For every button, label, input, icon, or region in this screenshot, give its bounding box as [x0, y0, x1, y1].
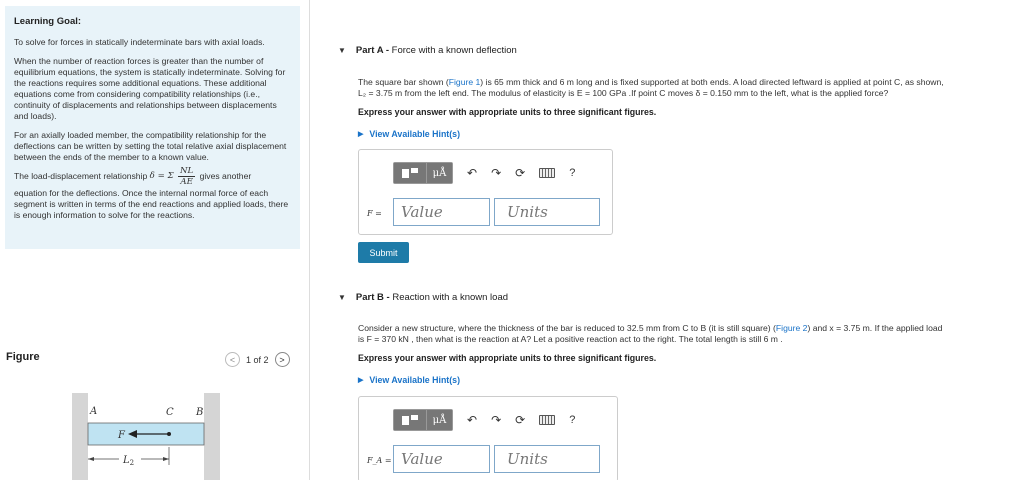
part-a-toolbar — [393, 162, 575, 184]
next-figure-button[interactable]: > — [275, 352, 290, 367]
formula-numerator: NL — [179, 166, 194, 176]
point-b-label: B — [196, 407, 204, 418]
part-b-hint-label: View Available Hint(s) — [369, 375, 460, 385]
hint-caret-icon: ▶ — [358, 377, 364, 384]
figure-page-indicator: 1 of 2 — [246, 354, 269, 365]
fraction-template-icon — [394, 163, 427, 183]
formula-lhs: δ = Σ — [149, 171, 174, 181]
help-icon[interactable]: ? — [569, 414, 576, 426]
bar-figure — [72, 393, 220, 480]
part-b-hint-toggle[interactable] — [358, 375, 460, 385]
part-a-question: The square bar shown (Figure 1) is 65 mm thick and 6 m long and is fixed supported at both ends. A load directed leftward is applied at point C, as shown, L₂ = 3.75 m from the left end. The modulus of elasticity is E = 100 GPa .If point C moves δ = 0.150 mm to the left, what is the applied force? — [358, 77, 944, 98]
part-a-instruction: Express your answer with appropriate units to three significant figures. — [358, 107, 657, 117]
l2-arrow-left — [88, 457, 94, 461]
point-c-dot — [167, 432, 171, 436]
part-b-question-line-2: is F = 370 kN , then what is the reaction at A? Let a positive reaction act to the right. The total length is still 6 m . — [358, 334, 783, 344]
formula-outro: gives another — [199, 170, 252, 181]
formula-intro: The load-displacement relationship — [14, 170, 148, 181]
learning-goal-title: Learning Goal: — [14, 16, 82, 27]
learning-goal-text-2: When the number of reaction forces is greater than the number of equilibrium equations, the system is statically indeterminate. Solving for the reactions requires some additional equations. These additional equations come from considering compatibility relationships (i.e., continuity of displacements and relationships between displacements and loads). — [14, 56, 286, 121]
part-a-submit-button[interactable]: Submit — [358, 242, 409, 263]
part-b-title: Reaction with a known load — [389, 292, 509, 303]
part-a-title: Force with a known deflection — [389, 45, 517, 56]
part-a-header[interactable] — [338, 45, 517, 56]
part-a-value-input[interactable]: Value — [393, 198, 490, 226]
part-a-hint-label: View Available Hint(s) — [369, 129, 460, 139]
part-b-header[interactable] — [338, 292, 508, 303]
part-b-units-input[interactable]: Units — [494, 445, 600, 473]
fraction-template-icon — [394, 410, 427, 430]
main-panel — [330, 0, 1024, 480]
formula-fraction — [178, 166, 195, 187]
figure-title: Figure — [6, 351, 40, 363]
force-label: F — [118, 430, 125, 441]
part-b-answer-box — [358, 396, 618, 480]
part-a-answer-box — [358, 149, 613, 235]
keyboard-icon[interactable] — [539, 168, 555, 178]
units-template-icon: μÅ — [427, 410, 452, 430]
l2-arrow-right — [163, 457, 169, 461]
keyboard-icon[interactable] — [539, 415, 555, 425]
figure-pager — [225, 352, 290, 367]
part-b-instruction: Express your answer with appropriate units to three significant figures. — [358, 353, 657, 363]
figure-2-link[interactable]: Figure 2 — [775, 323, 808, 333]
undo-icon[interactable]: ↶ — [467, 413, 478, 427]
template-button[interactable] — [393, 409, 453, 431]
hint-caret-icon: ▶ — [358, 131, 364, 138]
part-b-title-bold: Part B - — [355, 292, 390, 303]
undo-icon[interactable]: ↶ — [467, 166, 478, 180]
right-wall — [204, 393, 220, 480]
learning-goal-text-4 — [14, 166, 291, 187]
left-wall — [72, 393, 88, 480]
reset-icon[interactable]: ⟳ — [515, 413, 526, 427]
learning-goal-text-5: equation for the deflections. Once the internal normal force of each segment is written in terms of the end reactions and applied loads, there is enough information to solve for the reactions. — [14, 188, 289, 220]
units-template-icon: μÅ — [427, 163, 452, 183]
part-a-input-label: F = — [367, 209, 382, 218]
part-a-units-input[interactable]: Units — [494, 198, 600, 226]
point-a-label: A — [90, 406, 98, 417]
learning-goal-box — [5, 6, 300, 249]
part-b-input-label: F_A = — [367, 456, 392, 465]
part-a-title-bold: Part A - — [355, 45, 390, 56]
reset-icon[interactable]: ⟳ — [515, 166, 526, 180]
collapse-caret-icon[interactable]: ▼ — [338, 293, 346, 302]
l2-label: $L_2$ — [123, 455, 135, 467]
redo-icon[interactable]: ↷ — [491, 413, 502, 427]
part-b-toolbar — [393, 409, 575, 431]
part-a-question-line-2: L₂ = 3.75 m from the left end. The modulus of elasticity is E = 100 GPa .If point C moves δ = 0.150 mm to the left, what is the applied force? — [358, 88, 889, 98]
template-button[interactable] — [393, 162, 453, 184]
left-panel — [0, 0, 310, 480]
part-b-question: Consider a new structure, where the thickness of the bar is reduced to 32.5 mm from C to B (it is still square) (Figure 2) and x = 3.75 m. If the applied load is F = 370 kN , then what is the reaction at A? Let a positive reaction act to the right. The total length is still 6 m . — [358, 323, 943, 344]
part-a-hint-toggle[interactable] — [358, 129, 460, 139]
collapse-caret-icon[interactable]: ▼ — [338, 46, 346, 55]
part-b-value-input[interactable]: Value — [393, 445, 490, 473]
help-icon[interactable]: ? — [569, 167, 576, 179]
formula-denominator: AE — [180, 177, 193, 187]
prev-figure-button[interactable]: < — [225, 352, 240, 367]
point-c-label: C — [166, 407, 174, 418]
learning-goal-text-1: To solve for forces in statically indeterminate bars with axial loads. — [14, 37, 265, 47]
figure-1-link[interactable]: Figure 1 — [448, 77, 481, 87]
learning-goal-text-3: For an axially loaded member, the compatibility relationship for the deflections can be written by setting the total relative axial displacement between the ends of the member to a known value. — [14, 130, 287, 162]
redo-icon[interactable]: ↷ — [491, 166, 502, 180]
